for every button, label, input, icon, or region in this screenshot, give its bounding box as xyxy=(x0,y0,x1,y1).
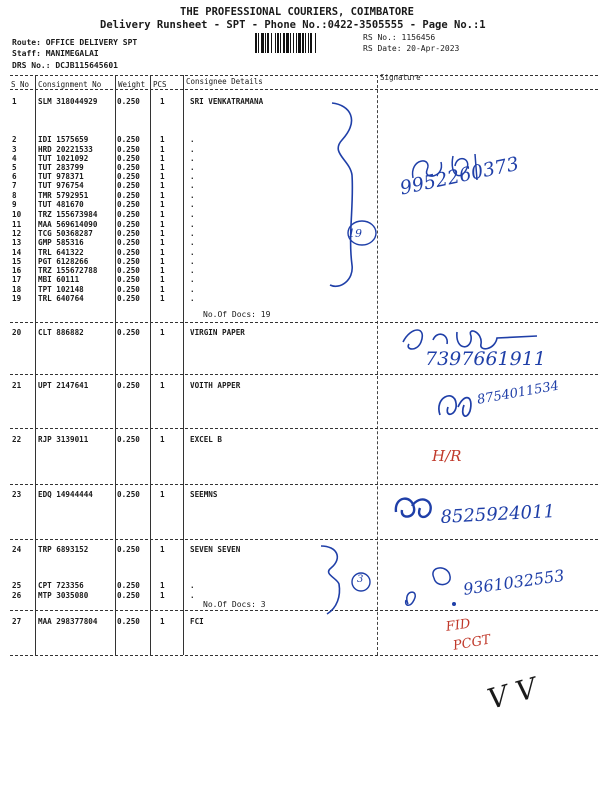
handwritten-note: H/R xyxy=(432,447,462,465)
row-separator xyxy=(10,484,598,485)
row-consignee: . xyxy=(190,200,195,209)
row-sno: 20 xyxy=(12,328,22,337)
row-consignment-no: MTP 3035080 xyxy=(38,591,89,600)
row-consignment-no: MAA 569614090 xyxy=(38,220,98,229)
barcode-bar xyxy=(265,33,266,53)
row-consignee: . xyxy=(190,181,195,190)
column-divider xyxy=(183,75,184,655)
column-divider xyxy=(150,75,151,655)
signature-4 xyxy=(390,490,440,525)
row-consignee: . xyxy=(190,163,195,172)
row-sno: 23 xyxy=(12,490,22,499)
row-consignment-no: TUT 1021092 xyxy=(38,154,89,163)
barcode-bar xyxy=(290,33,291,53)
signature-5 xyxy=(400,560,470,610)
barcode-bar xyxy=(286,33,289,53)
row-consignee: . xyxy=(190,248,195,257)
row-consignee: . xyxy=(190,172,195,181)
barcode-bar xyxy=(261,33,264,53)
row-pcs: 1 xyxy=(160,181,165,190)
row-separator xyxy=(10,539,598,540)
row-sno: 7 xyxy=(12,181,17,190)
row-pcs: 1 xyxy=(160,328,165,337)
column-divider xyxy=(115,75,116,655)
row-pcs: 1 xyxy=(160,248,165,257)
handwritten-count: 3 xyxy=(357,574,364,585)
row-consignee: . xyxy=(190,154,195,163)
row-consignee: . xyxy=(190,257,195,266)
row-pcs: 1 xyxy=(160,154,165,163)
row-sno: 12 xyxy=(12,229,22,238)
row-weight: 0.250 xyxy=(117,145,140,154)
row-pcs: 1 xyxy=(160,135,165,144)
row-sno: 24 xyxy=(12,545,22,554)
row-weight: 0.250 xyxy=(117,591,140,600)
row-weight: 0.250 xyxy=(117,257,140,266)
row-sno: 10 xyxy=(12,210,22,219)
row-pcs: 1 xyxy=(160,200,165,209)
row-weight: 0.250 xyxy=(117,275,140,284)
row-consignee: . xyxy=(190,229,195,238)
barcode-bar xyxy=(296,33,297,53)
row-consignment-no: TCG 50368287 xyxy=(38,229,93,238)
barcode-bar xyxy=(280,33,281,53)
barcode-graphic xyxy=(255,33,355,53)
row-sno: 21 xyxy=(12,381,22,390)
barcode-bar xyxy=(308,33,309,53)
row-consignee: VIRGIN PAPER xyxy=(190,328,245,337)
row-sno: 3 xyxy=(12,145,17,154)
handwritten-phone: 9952260373 xyxy=(398,152,521,200)
row-weight: 0.250 xyxy=(117,220,140,229)
row-sno: 13 xyxy=(12,238,22,247)
row-weight: 0.250 xyxy=(117,248,140,257)
row-pcs: 1 xyxy=(160,238,165,247)
row-pcs: 1 xyxy=(160,545,165,554)
row-pcs: 1 xyxy=(160,220,165,229)
row-weight: 0.250 xyxy=(117,97,140,106)
row-consignment-no: IDI 1575659 xyxy=(38,135,89,144)
row-weight: 0.250 xyxy=(117,617,140,626)
row-consignment-no: TRL 640764 xyxy=(38,294,84,303)
col-header-sno: S No xyxy=(11,80,30,89)
row-consignment-no: TUT 283799 xyxy=(38,163,84,172)
row-pcs: 1 xyxy=(160,172,165,181)
row-pcs: 1 xyxy=(160,294,165,303)
row-separator xyxy=(10,610,598,611)
rs-number: RS No.: 1156456 xyxy=(363,33,436,42)
row-consignment-no: TRP 6893152 xyxy=(38,545,89,554)
row-weight: 0.250 xyxy=(117,285,140,294)
handwritten-phone: 9361032553 xyxy=(462,565,566,599)
docs-count-note: No.Of Docs: 19 xyxy=(203,310,271,319)
barcode-bar xyxy=(310,33,312,53)
row-consignment-no: EDQ 14944444 xyxy=(38,490,93,499)
row-consignee: SEVEN SEVEN xyxy=(190,545,241,554)
row-pcs: 1 xyxy=(160,381,165,390)
docs-count-note: No.Of Docs: 3 xyxy=(203,600,266,609)
row-pcs: 1 xyxy=(160,285,165,294)
row-pcs: 1 xyxy=(160,266,165,275)
row-sno: 19 xyxy=(12,294,22,303)
barcode-bar xyxy=(298,33,301,53)
handwritten-count: 19 xyxy=(348,227,362,240)
row-weight: 0.250 xyxy=(117,210,140,219)
row-consignee: VOITH APPER xyxy=(190,381,241,390)
handwritten-phone: 8754011534 xyxy=(476,378,561,408)
row-consignee: . xyxy=(190,275,195,284)
row-consignment-no: TRL 641322 xyxy=(38,248,84,257)
row-consignment-no: UPT 2147641 xyxy=(38,381,89,390)
handwritten-mark: V V xyxy=(484,671,541,716)
rs-date: RS Date: 20-Apr-2023 xyxy=(363,44,460,53)
row-weight: 0.250 xyxy=(117,266,140,275)
row-sno: 14 xyxy=(12,248,22,257)
row-consignee: . xyxy=(190,145,195,154)
table-header-rule xyxy=(10,89,598,90)
row-consignment-no: TUT 481670 xyxy=(38,200,84,209)
signature-3 xyxy=(430,385,480,425)
row-sno: 8 xyxy=(12,191,17,200)
row-pcs: 1 xyxy=(160,581,165,590)
barcode-bar xyxy=(267,33,269,53)
row-weight: 0.250 xyxy=(117,172,140,181)
row-consignee: . xyxy=(190,294,195,303)
row-consignment-no: CLT 886882 xyxy=(38,328,84,337)
row-consignment-no: TRZ 155673984 xyxy=(38,210,98,219)
row-sno: 1 xyxy=(12,97,17,106)
row-consignment-no: CPT 723356 xyxy=(38,581,84,590)
row-weight: 0.250 xyxy=(117,238,140,247)
row-pcs: 1 xyxy=(160,210,165,219)
row-weight: 0.250 xyxy=(117,490,140,499)
row-consignee: SEEMNS xyxy=(190,490,218,499)
row-sno: 11 xyxy=(12,220,22,229)
table-top-rule xyxy=(10,75,598,76)
row-sno: 17 xyxy=(12,275,22,284)
barcode-bar xyxy=(305,33,306,53)
row-consignee: EXCEL B xyxy=(190,435,223,444)
barcode-bar xyxy=(277,33,279,53)
handwritten-note: PCGT xyxy=(452,632,492,654)
row-sno: 9 xyxy=(12,200,17,209)
row-weight: 0.250 xyxy=(117,135,140,144)
row-consignment-no: RJP 3139011 xyxy=(38,435,89,444)
col-header-consignment: Consignment No xyxy=(38,80,102,89)
row-sno: 18 xyxy=(12,285,22,294)
handwritten-phone: 8525924011 xyxy=(440,501,556,528)
column-divider xyxy=(35,75,36,655)
row-sno: 27 xyxy=(12,617,22,626)
row-consignee: . xyxy=(190,191,195,200)
row-pcs: 1 xyxy=(160,191,165,200)
row-consignee: . xyxy=(190,581,195,590)
row-weight: 0.250 xyxy=(117,200,140,209)
row-sno: 5 xyxy=(12,163,17,172)
row-pcs: 1 xyxy=(160,229,165,238)
row-consignment-no: MAA 298377804 xyxy=(38,617,98,626)
route-label: Route: OFFICE DELIVERY SPT xyxy=(12,38,138,47)
row-pcs: 1 xyxy=(160,163,165,172)
row-weight: 0.250 xyxy=(117,381,140,390)
col-header-weight: Weight xyxy=(118,80,146,89)
row-pcs: 1 xyxy=(160,275,165,284)
row-weight: 0.250 xyxy=(117,545,140,554)
row-weight: 0.250 xyxy=(117,229,140,238)
row-weight: 0.250 xyxy=(117,191,140,200)
row-pcs: 1 xyxy=(160,591,165,600)
handwritten-bracket-group2 xyxy=(315,540,375,620)
barcode-bar xyxy=(315,33,316,53)
row-sno: 6 xyxy=(12,172,17,181)
handwritten-bracket-group1 xyxy=(320,95,400,295)
row-weight: 0.250 xyxy=(117,328,140,337)
row-sno: 16 xyxy=(12,266,22,275)
row-weight: 0.250 xyxy=(117,163,140,172)
row-separator xyxy=(10,374,598,375)
row-consignee: . xyxy=(190,135,195,144)
row-consignee: SRI VENKATRAMANA xyxy=(190,97,264,106)
row-pcs: 1 xyxy=(160,97,165,106)
row-separator xyxy=(10,655,598,656)
row-weight: 0.250 xyxy=(117,154,140,163)
handwritten-phone: 7397661911 xyxy=(425,348,546,370)
barcode-bar xyxy=(271,33,272,53)
row-weight: 0.250 xyxy=(117,294,140,303)
runsheet-title: Delivery Runsheet - SPT - Phone No.:0422-3505555 - Page No.:1 xyxy=(100,19,486,31)
row-consignment-no: TRZ 155672788 xyxy=(38,266,98,275)
row-consignment-no: MBI 60111 xyxy=(38,275,80,284)
row-sno: 15 xyxy=(12,257,22,266)
handwritten-note: FID xyxy=(445,616,472,635)
row-weight: 0.250 xyxy=(117,181,140,190)
row-sno: 26 xyxy=(12,591,22,600)
row-separator xyxy=(10,428,598,429)
row-sno: 22 xyxy=(12,435,22,444)
row-consignee: . xyxy=(190,238,195,247)
row-weight: 0.250 xyxy=(117,581,140,590)
row-consignment-no: TPT 102148 xyxy=(38,285,84,294)
barcode-bar xyxy=(275,33,276,53)
row-consignment-no: TMR 5792951 xyxy=(38,191,89,200)
row-sno: 4 xyxy=(12,154,17,163)
staff-label: Staff: MANIMEGALAI xyxy=(12,49,99,58)
row-consignment-no: HRD 20221533 xyxy=(38,145,93,154)
row-pcs: 1 xyxy=(160,435,165,444)
barcode-bar xyxy=(283,33,285,53)
row-sno: 25 xyxy=(12,581,22,590)
row-consignee: FCI xyxy=(190,617,204,626)
barcode-bar xyxy=(258,33,259,53)
row-consignment-no: SLM 318044929 xyxy=(38,97,98,106)
row-consignment-no: TUT 976754 xyxy=(38,181,84,190)
col-header-pcs: PCS xyxy=(153,80,167,89)
barcode-bar xyxy=(302,33,304,53)
drs-number: DRS No.: DCJB115645601 xyxy=(12,61,118,70)
row-sno: 2 xyxy=(12,135,17,144)
barcode-bar xyxy=(293,33,294,53)
company-title: THE PROFESSIONAL COURIERS, COIMBATORE xyxy=(180,6,414,18)
col-header-signature: Signature xyxy=(380,73,421,82)
row-consignment-no: PGT 6128266 xyxy=(38,257,89,266)
row-pcs: 1 xyxy=(160,145,165,154)
row-consignment-no: TUT 978371 xyxy=(38,172,84,181)
barcode-bar xyxy=(255,33,257,53)
row-consignee: . xyxy=(190,210,195,219)
row-consignee: . xyxy=(190,220,195,229)
row-pcs: 1 xyxy=(160,490,165,499)
row-pcs: 1 xyxy=(160,257,165,266)
row-consignment-no: GMP 585316 xyxy=(38,238,84,247)
row-pcs: 1 xyxy=(160,617,165,626)
col-header-consignee: Consignee Details xyxy=(186,77,263,86)
row-consignee: . xyxy=(190,266,195,275)
row-consignee: . xyxy=(190,591,195,600)
row-consignee: . xyxy=(190,285,195,294)
row-weight: 0.250 xyxy=(117,435,140,444)
